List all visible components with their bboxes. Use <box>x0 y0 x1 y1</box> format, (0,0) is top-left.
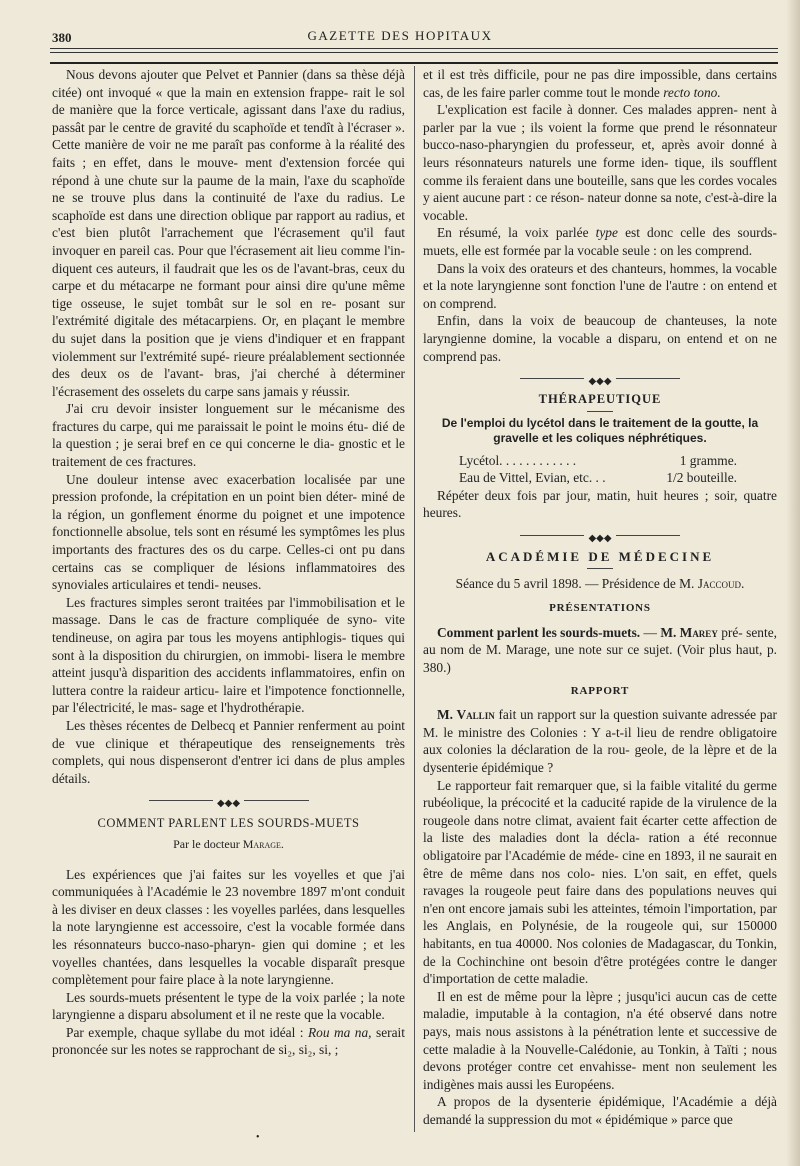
paragraph: Nous devons ajouter que Pelvet et Pannier (dans sa thèse déjà citée) ont invoqué « que la main en extension frappe- rait le sol de manière que la force verticale, agissant dans l'axe du radius, passât par le centre de gravité du scaphoïde et tendît à l'écraser ». Cette manière de voir ne me paraît pas conforme à la réalité des faits ; en effet, dans le mouve- ment d'extension forcée qui répond à une chute sur la paume de la main, l'axe du scaphoïde ne se trouve plus dans la continuité de l'axe du radius. Le scaphoïde est dans une direction oblique par rapport au radius, et c'est bien plutôt l'arrachement que l'écrasement qu'il faut invoquer en pareil cas. Pour que l'écrasement ait lieu comme l'in- diquent ces auteurs, il faudrait que les os de l'avant-bras, ceux du carpe et du métacarpe ne formant pour ainsi dire qu'une même tige osseuse, le sujet tombât sur le sol en re- posant sur l'extrémité digitale des métacarpiens. Or, en plaçant le membre du sujet dans la position que je viens d'indiquer et en frappant violemment sur l'extrémité supé- rieure préalablement sectionnée des deux os de l'avant- bras, j'ai cherché à déterminer l'écrasement des osselets du carpe sans jamais y réussir. <box>52 67 405 399</box>
left-column <box>52 66 405 1059</box>
ornament-divider: ◆◆◆ <box>423 371 777 385</box>
header-rule <box>50 48 778 49</box>
ornament-divider: ◆◆◆ <box>52 793 405 807</box>
short-rule <box>587 568 613 569</box>
paragraph: Par exemple, chaque syllabe du mot idéal : Rou ma na, serait prononcée sur les notes se rapprochant de si₂, si₂, si, ; <box>52 1024 405 1058</box>
section-heading: THÉRAPEUTIQUE <box>538 392 662 407</box>
prescription <box>423 452 777 487</box>
header-rule-thick <box>50 62 778 64</box>
paragraph: Enfin, dans la voix de beaucoup de chanteuses, la note laryngienne domine, la vocable a disparu, on entend et on ne comprend pas. <box>423 313 777 364</box>
page-number: 380 <box>52 30 72 45</box>
paragraph: Les sourds-muets présentent le type de la voix parlée ; la note laryngienne a disparu absolument et il ne reste que la vocable. <box>52 989 405 1023</box>
header-rule <box>50 52 778 53</box>
right-column <box>423 66 777 1128</box>
prescription-row: Lycétol. . . . . . . . . . . . 1 gramme. <box>459 452 737 468</box>
paragraph: Une douleur intense avec exacerbation localisée par une pression profonde, la crépitation en un point bien déter- miné de la région, un gonflement énorme du poignet et une impotence fonctionnelle absolue, tels sont en résumé les symptômes les plus importants des fractures des os du carpe. Celles-ci ont pu dans certains cas se compliquer de lésions inflammatoires des synoviales articulaires et tendi- neuses. <box>52 471 405 593</box>
paragraph: Les thèses récentes de Delbecq et Pannier renferment au point de vue clinique et thérapeutique des renseignements très complets, qui nous dispenseront d'entrer ici dans de plus amples détails. <box>52 717 405 786</box>
paragraph: Répéter deux fois par jour, matin, huit heures ; soir, quatre heures. <box>423 487 777 521</box>
column-divider <box>414 66 415 1132</box>
session-line: Séance du 5 avril 1898. — Présidence de M. Jaccoud. <box>455 575 745 591</box>
president-name: Jaccoud. <box>697 575 745 591</box>
prescription-row: Eau de Vittel, Evian, etc. . . 1/2 bouteille. <box>459 470 737 486</box>
paragraph: A propos de la dysenterie épidémique, l'Académie a déjà demandé la suppression du mot « épidémique » parce que <box>423 1094 777 1127</box>
paragraph: Il en est de même pour la lèpre ; jusqu'ici aucun cas de cette maladie, imputable à la contagion, n'a été observé dans notre pays, mais nous assistons à la pénétration lente et successive de cette maladie à la Nouvelle-Calédonie, au Tonkin, à Taïti ; nous devons protéger contre cet envahisse- ment non seulement les indigènes mais aussi les Européens. <box>423 988 777 1092</box>
short-rule <box>587 411 613 412</box>
subsection-heading: PRÉSENTATIONS <box>549 602 651 615</box>
paragraph: En résumé, la voix parlée type est donc celle des sourds- muets, elle est formée par la vocable seule : on les comprend. <box>423 225 777 258</box>
running-title: GAZETTE DES HOPITAUX <box>307 28 493 43</box>
paragraph: Comment parlent les sourds-muets. — M. Marey pré- sente, au nom de M. Marage, une note sur ce sujet. (Voir plus haut, p. 380.) <box>423 624 777 676</box>
paragraph: Le rapporteur fait remarquer que, si la faible vitalité du germe rubéolique, la précocité et la caducité rapide de la virulence de la rougeole dans notre climat, avaient fait écarter cette affection de la liste des maladies dont la décla- ration a été reconnue obligatoire par l'Académie de méde- cine en 1893, il ne saurait en être de même dans nos colo- nies. L'on sait, en effet, quels ravages la rougeole peut faire dans des populations neuves qui n'en ont encore jamais subi les atteintes, témoin l'importation, par les Anglais, en Polynésie, de la rougeole qui, sur 150000 habitants, en tua 40000. Nos colonies de Madagascar, du Tonkin, de la Cochinchine ont besoin d'être protégées contre le danger d'importation de cette maladie. <box>423 777 777 987</box>
subsection-heading: RAPPORT <box>570 684 630 697</box>
article-byline: Par le docteur Marage. <box>173 836 284 851</box>
section-heading: ACADÉMIE DE MÉDECINE <box>485 549 715 565</box>
paragraph: M. Vallin fait un rapport sur la question suivante adressée par M. le ministre des Colonies : Y a-t-il lieu de rendre obligatoire aux colonies la déclaration de la rou- geole, de la lèpre et de la dysenterie épidémique ? <box>423 707 777 775</box>
article-title: De l'emploi du lycétol dans le traitement de la goutte, la gravelle et les coliques néphrétiques. <box>441 415 759 445</box>
paragraph: L'explication est facile à donner. Ces malades appren- nent à parler par la vue ; ils voient la forme que prend le résonnateur bucco-naso-pharyngien du professeur, et, après avoir donné à leurs résonnateurs naturels une forme iden- tique, ils soufflent comme ils feraient dans une bouteille, sans que les cordes vocales y aient aucune part : ce réson- nateur donne sa note, c'est-à-dire la vocable. <box>423 102 777 223</box>
author-name: Marage. <box>242 836 284 851</box>
paragraph: Les expériences que j'ai faites sur les voyelles et que j'ai communiquées à l'Académie le 23 novembre 1897 m'ont conduit à les diviser en deux classes : les voyelles parlées, dans lesquelles la note laryngienne est accessoire, c'est la vocable formée dans les résonnateurs bucco-naso-pharyn- gien qui domine ; et les voyelles chantées, dans lesquelles la vocable disparaît presque complètement pour faire place à la note laryngienne. <box>52 866 405 988</box>
paragraph: Dans la voix des orateurs et des chanteurs, hommes, la vocable et la note laryngienne sont fonction l'une de l'autre : on entend et on comprend. <box>423 260 777 311</box>
ornament-divider: ◆◆◆ <box>423 528 777 542</box>
footer-mark: • <box>256 1132 260 1143</box>
article-title: COMMENT PARLENT LES SOURDS-MUETS <box>97 816 360 831</box>
paragraph: Les fractures simples seront traitées par l'immobilisation et le massage. Dans le cas de fracture compliquée de syno- vite tendineuse, on agira par tous les moyens antiphlogis- tiques qui sont à la disposition du chirurgien, on immobi- lisera le membre atteint jusqu'à disparition des accidents inflammatoires, enfin on luttera contre la raideur articu- laire et l'impotence fonctionnelle, par l'électricité, le mas- sage et l'hydrothérapie. <box>52 594 405 716</box>
paragraph: et il est très difficile, pour ne pas dire impossible, dans certains cas, de les faire parler comme tout le monde recto tono. <box>423 67 777 100</box>
paragraph: J'ai cru devoir insister longuement sur le mécanisme des fractures du carpe, qui me paraissait le point le moins étu- dié de la question ; je serai bref en ce qui concerne le dia- gnostic et le traitement de ces fractures. <box>52 401 405 470</box>
